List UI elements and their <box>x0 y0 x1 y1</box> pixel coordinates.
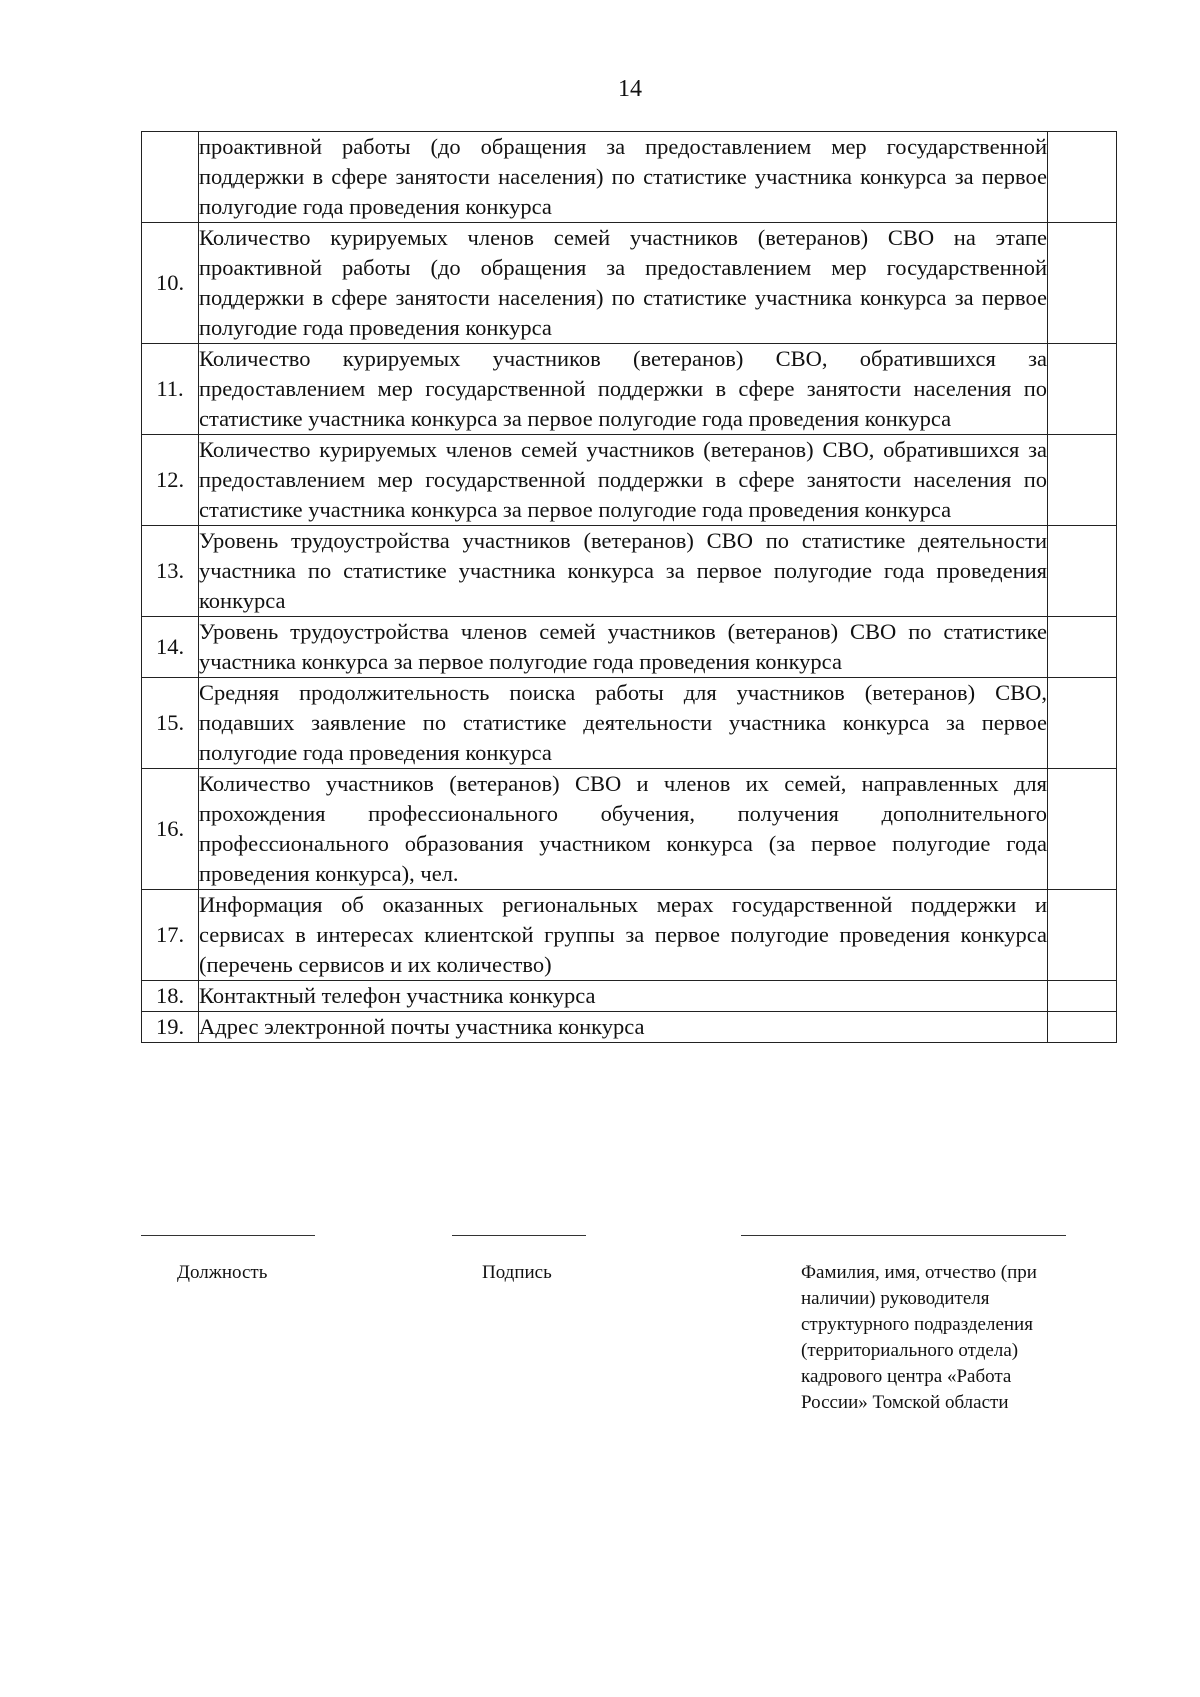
row-number <box>142 132 199 223</box>
row-text: Адрес электронной почты участника конкурса <box>199 1012 1048 1043</box>
row-number: 11. <box>142 344 199 435</box>
row-number: 18. <box>142 981 199 1012</box>
row-value-cell[interactable] <box>1048 890 1117 981</box>
row-text: Количество курируемых членов семей участников (ветеранов) СВО, обратившихся за предоставлением мер государственной поддержки в сфере занятости населения по статистике участника конкурса за первое полугодие года проведения конкурса <box>199 435 1048 526</box>
row-number: 13. <box>142 526 199 617</box>
row-number: 14. <box>142 617 199 678</box>
page-number: 14 <box>618 76 642 102</box>
row-value-cell[interactable] <box>1048 981 1117 1012</box>
row-text: Уровень трудоустройства членов семей участников (ветеранов) СВО по статистике участника конкурса за первое полугодие года проведения конкурса <box>199 617 1048 678</box>
table-row <box>142 617 1117 678</box>
row-value-cell[interactable] <box>1048 344 1117 435</box>
row-number: 17. <box>142 890 199 981</box>
criteria-table <box>141 131 1117 1043</box>
signature-line[interactable] <box>452 1235 586 1236</box>
fio-line: Фамилия, имя, отчество (при <box>801 1262 1037 1283</box>
row-value-cell[interactable] <box>1048 769 1117 890</box>
row-value-cell[interactable] <box>1048 678 1117 769</box>
row-value-cell[interactable] <box>1048 526 1117 617</box>
table-row <box>142 526 1117 617</box>
row-number: 19. <box>142 1012 199 1043</box>
table-row <box>142 890 1117 981</box>
signature-label: Подпись <box>482 1262 552 1283</box>
row-value-cell[interactable] <box>1048 223 1117 344</box>
row-value-cell[interactable] <box>1048 617 1117 678</box>
table-row <box>142 435 1117 526</box>
fio-line: кадрового центра «Работа <box>801 1366 1012 1387</box>
fio-line: (территориального отдела) <box>801 1340 1019 1361</box>
table-row <box>142 981 1117 1012</box>
row-text: Количество участников (ветеранов) СВО и членов их семей, направленных для прохождения профессионального обучения, получения дополнительного профессионального образования участником конкурса (за первое полугодие года проведения конкурса), чел. <box>199 769 1048 890</box>
row-text: Уровень трудоустройства участников (ветеранов) СВО по статистике деятельности участника по статистике участника конкурса за первое полугодие года проведения конкурса <box>199 526 1048 617</box>
fio-line: структурного подразделения <box>801 1314 1033 1335</box>
table-row <box>142 223 1117 344</box>
row-value-cell[interactable] <box>1048 435 1117 526</box>
table-row <box>142 769 1117 890</box>
row-text: Контактный телефон участника конкурса <box>199 981 1048 1012</box>
position-signature-line[interactable] <box>141 1235 315 1236</box>
position-label: Должность <box>177 1262 268 1283</box>
row-value-cell[interactable] <box>1048 132 1117 223</box>
row-number: 16. <box>142 769 199 890</box>
row-text: проактивной работы (до обращения за предоставлением мер государственной поддержки в сфере занятости населения) по статистике участника конкурса за первое полугодие года проведения конкурса <box>199 132 1048 223</box>
fio-line: России» Томской области <box>801 1392 1009 1413</box>
table-row <box>142 1012 1117 1043</box>
row-text: Количество курируемых участников (ветеранов) СВО, обратившихся за предоставлением мер государственной поддержки в сфере занятости населения по статистике участника конкурса за первое полугодие года проведения конкурса <box>199 344 1048 435</box>
table-row <box>142 344 1117 435</box>
table-row <box>142 678 1117 769</box>
row-text: Количество курируемых членов семей участников (ветеранов) СВО на этапе проактивной работы (до обращения за предоставлением мер государственной поддержки в сфере занятости населения) по статистике участника конкурса за первое полугодие года проведения конкурса <box>199 223 1048 344</box>
row-value-cell[interactable] <box>1048 1012 1117 1043</box>
row-text: Информация об оказанных региональных мерах государственной поддержки и сервисах в интересах клиентской группы за первое полугодие проведения конкурса (перечень сервисов и их количество) <box>199 890 1048 981</box>
fio-signature-line[interactable] <box>741 1235 1066 1236</box>
table-row <box>142 132 1117 223</box>
row-number: 12. <box>142 435 199 526</box>
row-text: Средняя продолжительность поиска работы для участников (ветеранов) СВО, подавших заявление по статистике деятельности участника конкурса за первое полугодие года проведения конкурса <box>199 678 1048 769</box>
row-number: 10. <box>142 223 199 344</box>
fio-line: наличии) руководителя <box>801 1288 990 1309</box>
row-number: 15. <box>142 678 199 769</box>
fio-label <box>801 1260 1091 1416</box>
